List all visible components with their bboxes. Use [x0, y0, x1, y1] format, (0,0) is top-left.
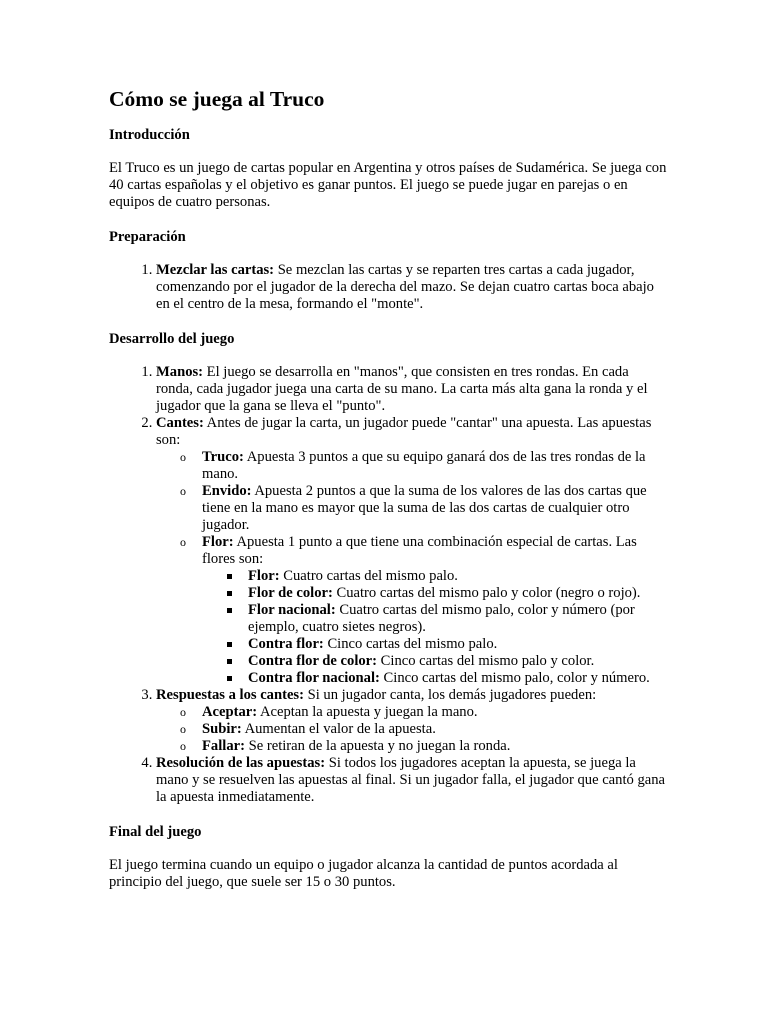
- item-term: Contra flor de color:: [248, 653, 378, 669]
- flor-type-item: [248, 670, 669, 687]
- item-text: Cinco cartas del mismo palo.: [323, 636, 498, 652]
- flor-types-list: [202, 568, 669, 687]
- item-text: Antes de jugar la carta, un jugador puede "cantar" una apuesta. Las apuestas son:: [156, 415, 652, 448]
- item-term: Manos:: [156, 364, 204, 380]
- item-term: Envido:: [202, 483, 252, 499]
- item-term: Flor de color:: [248, 585, 333, 601]
- item-text: Apuesta 3 puntos a que su equipo ganará dos de las tres rondas de la mano.: [202, 449, 646, 482]
- document-title: Cómo se juega al Truco: [109, 87, 325, 111]
- intro-paragraph: El Truco es un juego de cartas popular en Argentina y otros países de Sudamérica. Se juega con 40 cartas españolas y el objetivo es ganar puntos. El juego se puede jugar en parejas o en equipos de cuatro personas.: [109, 160, 667, 210]
- item-term: Contra flor nacional:: [248, 670, 380, 686]
- section-heading-intro: Introducción: [109, 127, 190, 143]
- respuestas-sublist: [156, 704, 669, 755]
- item-term: Aceptar:: [202, 704, 258, 720]
- item-term: Flor:: [202, 534, 234, 550]
- sublist-item: [202, 449, 669, 483]
- flor-type-item: [248, 636, 669, 653]
- item-text: Si todos los jugadores aceptan la apuesta, se juega la mano y se resuelven las apuestas al final. Si un jugador falla, el jugador que cantó gana la apuesta inmediatamente.: [156, 755, 665, 805]
- item-text: Cuatro cartas del mismo palo, color y número (por ejemplo, cuatro sietes negros).: [248, 602, 635, 635]
- sublist-item: [202, 534, 669, 687]
- item-text: El juego se desarrolla en "manos", que consisten en tres rondas. En cada ronda, cada jugador juega una carta de su mano. La carta más alta gana la ronda y el jugador que la gana se lleva el "punto".: [156, 364, 648, 414]
- preparation-list: [109, 262, 669, 313]
- cantes-sublist: [156, 449, 669, 687]
- section-heading-ending: Final del juego: [109, 824, 202, 840]
- item-text: Aceptan la apuesta y juegan la mano.: [257, 704, 478, 720]
- section-heading-development: Desarrollo del juego: [109, 331, 235, 347]
- item-term: Contra flor:: [248, 636, 324, 652]
- item-term: Truco:: [202, 449, 244, 465]
- item-term: Resolución de las apuestas:: [156, 755, 326, 771]
- list-item: [156, 755, 669, 806]
- sublist-item: [202, 721, 669, 738]
- item-term: Respuestas a los cantes:: [156, 687, 304, 703]
- item-text: Si un jugador canta, los demás jugadores pueden:: [303, 687, 597, 703]
- list-item: [156, 262, 669, 313]
- ending-paragraph: El juego termina cuando un equipo o jugador alcanza la cantidad de puntos acordada al principio del juego, que suele ser 15 o 30 puntos.: [109, 857, 618, 890]
- item-text: Apuesta 1 punto a que tiene una combinación especial de cartas. Las flores son:: [202, 534, 637, 567]
- item-term: Flor:: [248, 568, 280, 584]
- item-term: Subir:: [202, 721, 242, 737]
- list-item: [156, 687, 669, 755]
- list-item: [156, 364, 669, 415]
- section-heading-preparation: Preparación: [109, 229, 186, 245]
- item-text: Se retiran de la apuesta y no juegan la ronda.: [244, 738, 511, 754]
- flor-type-item: [248, 602, 669, 636]
- document-page: [109, 86, 669, 909]
- sublist-item: [202, 738, 669, 755]
- sublist-item: [202, 483, 669, 534]
- sublist-item: [202, 704, 669, 721]
- item-term: Mezclar las cartas:: [156, 262, 275, 278]
- item-text: Cinco cartas del mismo palo y color.: [377, 653, 595, 669]
- item-text: Cinco cartas del mismo palo, color y número.: [379, 670, 650, 686]
- flor-type-item: [248, 568, 669, 585]
- item-text: Cuatro cartas del mismo palo.: [279, 568, 458, 584]
- item-text: Apuesta 2 puntos a que la suma de los valores de las dos cartas que tiene en la mano es mayor que la suma de las dos cartas de cualquier otro jugador.: [202, 483, 647, 533]
- item-term: Flor nacional:: [248, 602, 336, 618]
- flor-type-item: [248, 585, 669, 602]
- development-list: [109, 364, 669, 806]
- list-item: [156, 415, 669, 687]
- item-text: Se mezclan las cartas y se reparten tres cartas a cada jugador, comenzando por el jugador de la derecha del mazo. Se dejan cuatro cartas boca abajo en el centro de la mesa, formando el "monte".: [156, 262, 654, 312]
- item-text: Aumentan el valor de la apuesta.: [241, 721, 436, 737]
- flor-type-item: [248, 653, 669, 670]
- item-term: Fallar:: [202, 738, 245, 754]
- item-term: Cantes:: [156, 415, 204, 431]
- item-text: Cuatro cartas del mismo palo y color (negro o rojo).: [332, 585, 641, 601]
